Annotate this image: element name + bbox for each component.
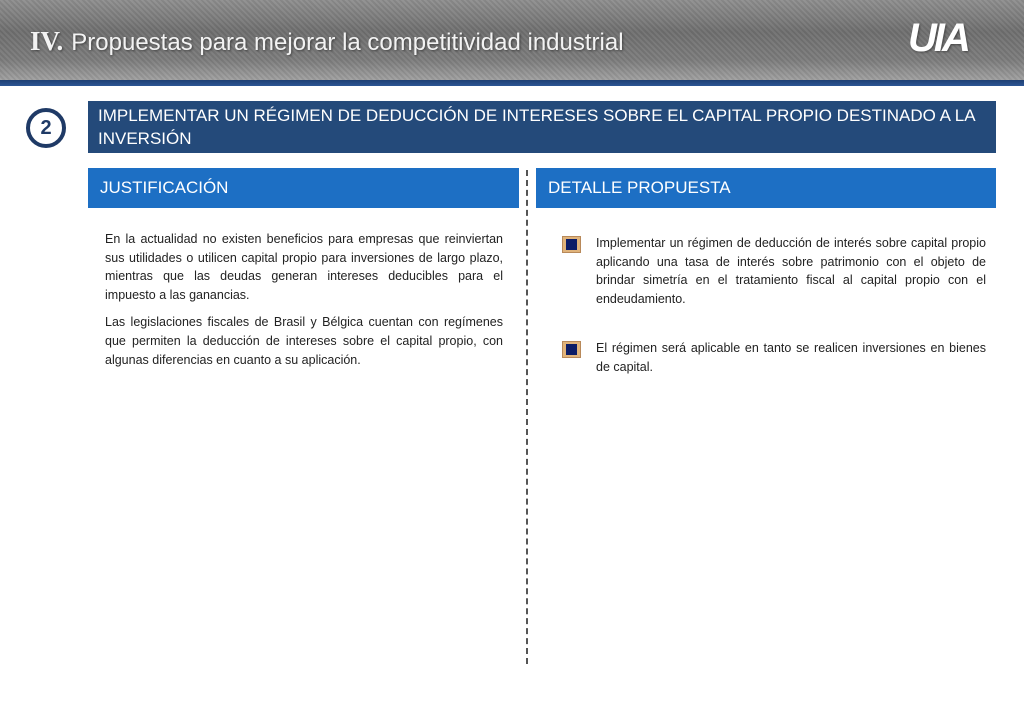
square-bullet-icon	[562, 341, 581, 358]
section-roman-numeral: IV.	[30, 26, 64, 56]
detalle-heading: DETALLE PROPUESTA	[536, 168, 996, 208]
square-bullet-icon	[562, 236, 581, 253]
justificacion-heading: JUSTIFICACIÓN	[88, 168, 519, 208]
detalle-list	[562, 234, 986, 408]
list-item	[562, 234, 986, 308]
bullet-text: Implementar un régimen de deducción de interés sobre capital propio aplicando una tasa de interés sobre patrimonio con el objeto de brindar simetría en el tratamiento fiscal al capital propio con el endeudamiento.	[596, 236, 986, 306]
column-divider	[526, 170, 528, 664]
list-item	[562, 339, 986, 376]
proposal-title: IMPLEMENTAR UN RÉGIMEN DE DEDUCCIÓN DE INTERESES SOBRE EL CAPITAL PROPIO DESTINADO A LA INVERSIÓN	[88, 101, 996, 153]
page-title	[30, 26, 624, 60]
header-banner	[0, 0, 1024, 80]
header-accent-band	[0, 80, 1024, 86]
proposal-number-badge: 2	[26, 108, 66, 148]
bullet-text: El régimen será aplicable en tanto se realicen inversiones en bienes de capital.	[596, 341, 986, 374]
justificacion-paragraph: En la actualidad no existen beneficios para empresas que reinviertan sus utilidades o utilicen capital propio para inversiones de largo plazo, mientras que las deudas generan intereses deducibles para el impuesto a las ganancias.	[105, 232, 503, 302]
justificacion-paragraph: Las legislaciones fiscales de Brasil y Bélgica cuentan con regímenes que permiten la deducción de intereses sobre el capital propio, con algunas diferencias en cuanto a su aplicación.	[105, 315, 503, 367]
uia-logo: UIA	[908, 16, 968, 60]
section-title: Propuestas para mejorar la competitividad industrial	[71, 29, 624, 56]
justificacion-text	[105, 230, 503, 378]
